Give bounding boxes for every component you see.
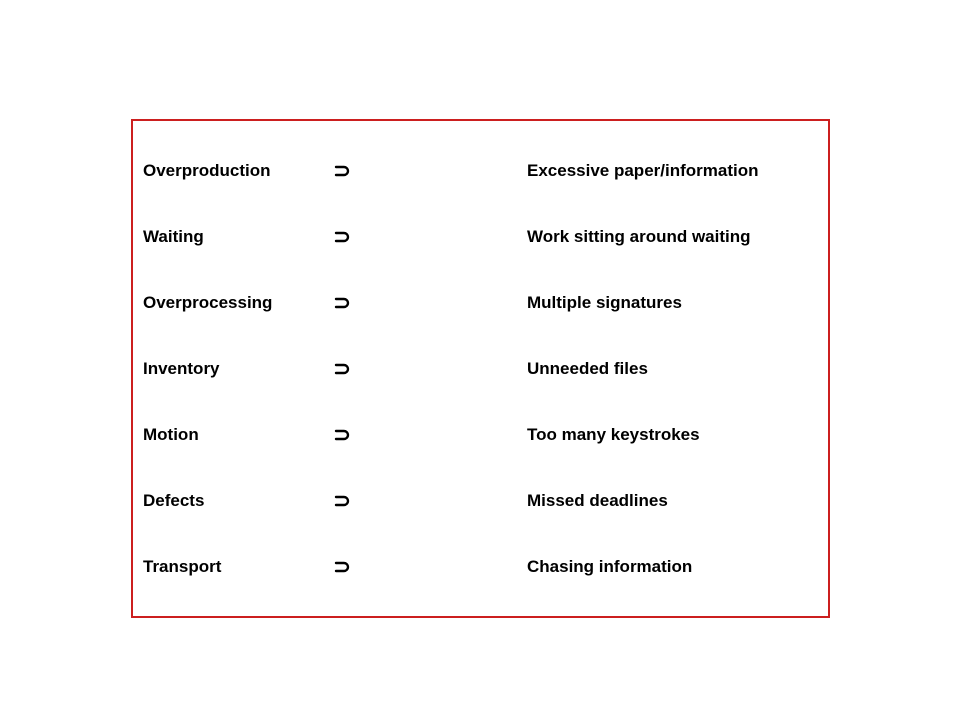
right-arrow-curved-icon bbox=[334, 164, 352, 178]
waste-label: Overprocessing bbox=[143, 293, 273, 312]
table-row bbox=[133, 555, 828, 579]
right-arrow-curved-icon bbox=[334, 428, 352, 442]
waste-label: Motion bbox=[143, 425, 199, 444]
waste-label: Waiting bbox=[143, 227, 204, 246]
example-label: Missed deadlines bbox=[527, 491, 668, 510]
right-arrow-curved-icon bbox=[334, 296, 352, 310]
waste-label: Overproduction bbox=[143, 161, 271, 180]
right-arrow-curved-icon bbox=[334, 560, 352, 574]
example-label: Chasing information bbox=[527, 557, 693, 576]
example-label: Excessive paper/information bbox=[527, 161, 759, 180]
waste-label: Transport bbox=[143, 557, 222, 576]
right-arrow-curved-icon bbox=[334, 230, 352, 244]
table-row bbox=[133, 357, 828, 381]
waste-table-frame bbox=[131, 119, 830, 618]
example-label: Work sitting around waiting bbox=[527, 227, 751, 246]
table-row bbox=[133, 159, 828, 183]
table-row bbox=[133, 291, 828, 315]
example-label: Unneeded files bbox=[527, 359, 648, 378]
right-arrow-curved-icon bbox=[334, 494, 352, 508]
waste-label: Inventory bbox=[143, 359, 220, 378]
table-row bbox=[133, 423, 828, 447]
table-row bbox=[133, 489, 828, 513]
example-label: Too many keystrokes bbox=[527, 425, 700, 444]
waste-label: Defects bbox=[143, 491, 205, 510]
example-label: Multiple signatures bbox=[527, 293, 682, 312]
right-arrow-curved-icon bbox=[334, 362, 352, 376]
table-row bbox=[133, 225, 828, 249]
